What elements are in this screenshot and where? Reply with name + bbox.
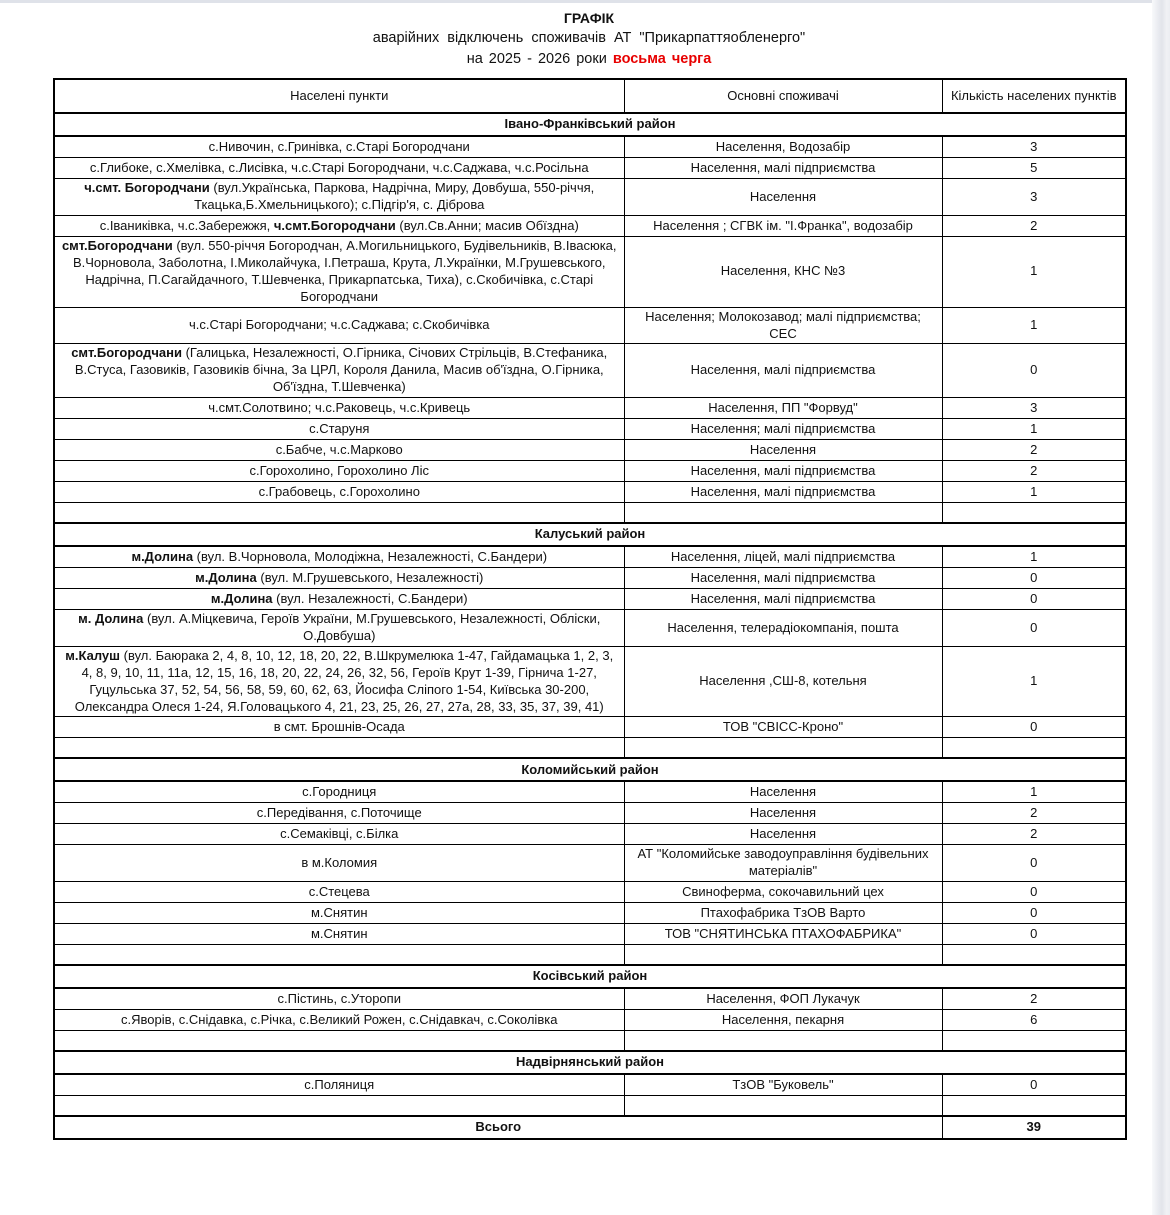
consumers-cell: ТзОВ "Буковель"	[624, 1074, 942, 1096]
table-row	[54, 803, 1126, 824]
settlement-text: (вул. М.Грушевського, Незалежності)	[256, 569, 484, 585]
table-row	[54, 440, 1126, 461]
settlement-name-bold: ч.смт. Богородчани	[84, 180, 210, 196]
empty-cell	[942, 945, 1126, 966]
consumers-cell: Населення	[624, 824, 942, 845]
empty-row	[54, 1031, 1126, 1052]
count-cell: 0	[942, 610, 1126, 647]
section-header-row	[54, 1051, 1126, 1074]
settlement-text: м.Снятин	[310, 925, 368, 941]
count-cell: 6	[942, 1010, 1126, 1031]
count-cell: 1	[942, 646, 1126, 717]
consumers-cell: Населення, КНС №3	[624, 237, 942, 308]
consumers-cell: Населення	[624, 803, 942, 824]
empty-row	[54, 1096, 1126, 1117]
settlement-name-bold: м.Калуш	[65, 647, 121, 663]
consumers-cell: Населення	[624, 440, 942, 461]
section-title: Коломийський район	[54, 758, 1126, 781]
count-cell: 2	[942, 216, 1126, 237]
consumers-cell: Населення, ФОП Лукачук	[624, 988, 942, 1010]
settlement-text: с.Старуня	[309, 420, 370, 436]
section-header-row	[54, 758, 1126, 781]
section-title: Івано-Франківський район	[54, 113, 1126, 136]
total-value: 39	[942, 1116, 1126, 1139]
table-row	[54, 398, 1126, 419]
count-cell: 0	[942, 1074, 1126, 1096]
settlements-cell	[54, 589, 624, 610]
consumers-cell: Населення	[624, 179, 942, 216]
settlement-name-bold: м.Долина	[195, 569, 257, 585]
consumers-cell: Населення	[624, 781, 942, 803]
table-row	[54, 903, 1126, 924]
settlements-cell	[54, 136, 624, 158]
count-cell: 3	[942, 398, 1126, 419]
empty-cell	[624, 945, 942, 966]
settlement-text: в м.Коломия	[301, 854, 378, 870]
table-row	[54, 419, 1126, 440]
settlements-cell	[54, 988, 624, 1010]
consumers-cell: Населення; Молокозавод; малі підприємства; СЕС	[624, 307, 942, 344]
empty-cell	[942, 738, 1126, 759]
table-row	[54, 344, 1126, 398]
empty-cell	[54, 945, 624, 966]
consumers-cell: Населення, малі підприємства	[624, 461, 942, 482]
table-row	[54, 482, 1126, 503]
settlement-text: ч.смт.Солотвино; ч.с.Раковець, ч.с.Кривець	[208, 399, 471, 415]
empty-cell	[624, 1031, 942, 1052]
count-cell: 5	[942, 158, 1126, 179]
settlements-cell	[54, 646, 624, 717]
empty-row	[54, 738, 1126, 759]
section-header-row	[54, 965, 1126, 988]
empty-cell	[54, 1031, 624, 1052]
column-header-0: Населені пункти	[54, 79, 624, 113]
settlements-cell	[54, 546, 624, 568]
settlement-text: (вул. Баюрака 2, 4, 8, 10, 12, 18, 20, 22, В.Шкрумелюка 1-47, Гайдамацька 1, 2, 3, 4, 8, 9, 10, 11, 11а, 12, 15, 16, 18, 20, 22, 24, 26, 32, 56, Героїв Крут 1-39, Гірнича 1-27, Гуцульська 37, 52, 54, 56, 58, 59, 60, 62, 63, Йосифа Сліпого 1-54, Київська 30-200, Олександра Олеся 1-24, Я.Головацького 4, 21, 23, 25, 26, 27, 27а, 28, 33, 35, 37, 39, 41)	[74, 647, 614, 714]
table-row	[54, 924, 1126, 945]
count-cell: 1	[942, 237, 1126, 308]
settlements-cell	[54, 882, 624, 903]
table-row	[54, 546, 1126, 568]
table-row	[54, 845, 1126, 882]
settlement-text: с.Горохолино, Горохолино Ліс	[249, 462, 429, 478]
empty-cell	[54, 503, 624, 524]
settlement-text: с.Семаківці, с.Білка	[280, 826, 399, 842]
table-row	[54, 179, 1126, 216]
table-row	[54, 824, 1126, 845]
consumers-cell: Населення, телерадіокомпанія, пошта	[624, 610, 942, 647]
settlement-text: с.Нивочин, с.Гринівка, с.Старі Богородчани	[208, 138, 470, 154]
consumers-cell: Населення, пекарня	[624, 1010, 942, 1031]
table-header-row	[54, 79, 1126, 113]
empty-row	[54, 945, 1126, 966]
settlement-text: (Галицька, Незалежності, О.Гірника, Січових Стрільців, В.Стефаника, В.Стуса, Газовиків, Газовиків бічна, За ЦРЛ, Короля Данила, Масив об'їздна, О.Гірника, Об'їздна, Т.Шевченка)	[74, 345, 608, 395]
count-cell: 0	[942, 717, 1126, 738]
table-row	[54, 589, 1126, 610]
count-cell: 0	[942, 903, 1126, 924]
settlements-cell	[54, 482, 624, 503]
count-cell: 0	[942, 882, 1126, 903]
total-label: Всього	[54, 1116, 942, 1139]
table-row	[54, 136, 1126, 158]
outage-schedule-table	[53, 78, 1127, 1140]
section-header-row	[54, 523, 1126, 546]
table-row	[54, 237, 1126, 308]
settlement-text: с.Стецева	[308, 883, 370, 899]
total-row	[54, 1116, 1126, 1139]
column-header-2: Кількість населених пунктів	[942, 79, 1126, 113]
queue-highlight: восьма черга	[612, 51, 712, 68]
empty-cell	[54, 738, 624, 759]
empty-cell	[942, 503, 1126, 524]
settlements-cell	[54, 803, 624, 824]
count-cell: 1	[942, 781, 1126, 803]
settlement-text: с.Поляниця	[304, 1076, 375, 1092]
settlements-cell	[54, 307, 624, 344]
settlement-name-bold: м.Долина	[131, 548, 194, 564]
table-row	[54, 461, 1126, 482]
consumers-cell: АТ "Коломийське заводоуправління будівельних матеріалів"	[624, 845, 942, 882]
settlements-cell	[54, 440, 624, 461]
settlements-cell	[54, 610, 624, 647]
settlement-text: (вул. 550-річчя Богородчан, А.Могильницького, Будівельників, В.Івасюка, В.Чорновола, Заболотна, І.Миколайчука, І.Петраша, Крута, Л.Українки, М.Грушевського, Надрічна, П.Сагайдачного, Т.Шевченка, Прикарпатська, Тиха), с.Скобичівка, с.Старі Богородчани	[72, 238, 617, 304]
settlement-text: (вул. Незалежності, С.Бандери)	[272, 590, 468, 606]
settlement-text: (вул. А.Міцкевича, Героїв України, М.Грушевського, Незалежності, Обліски, О.Довбуша)	[143, 611, 601, 644]
consumers-cell: Населення, Водозабір	[624, 136, 942, 158]
settlement-name-bold: смт.Богородчани	[61, 238, 173, 254]
table-row	[54, 307, 1126, 344]
settlements-cell	[54, 1010, 624, 1031]
settlement-name-bold: ч.смт.Богородчани	[273, 217, 396, 233]
settlements-cell	[54, 158, 624, 179]
count-cell: 0	[942, 924, 1126, 945]
settlements-cell	[54, 419, 624, 440]
count-cell: 0	[942, 344, 1126, 398]
empty-cell	[624, 503, 942, 524]
period-text: на 2025 - 2026 роки	[466, 51, 613, 68]
section-title: Косівський район	[54, 965, 1126, 988]
section-title: Калуський район	[54, 523, 1126, 546]
settlements-cell	[54, 824, 624, 845]
settlements-cell	[54, 344, 624, 398]
settlement-text: (вул.Св.Анни; масив Обїздна)	[395, 217, 579, 233]
consumers-cell: Населення, малі підприємства	[624, 344, 942, 398]
settlements-cell	[54, 1074, 624, 1096]
count-cell: 1	[942, 419, 1126, 440]
empty-row	[54, 503, 1126, 524]
settlement-text: с.Передівання, с.Поточище	[256, 805, 422, 821]
table-row	[54, 988, 1126, 1010]
settlements-cell	[54, 781, 624, 803]
settlements-cell	[54, 903, 624, 924]
document-title: ГРАФІК	[563, 10, 615, 26]
count-cell: 1	[942, 546, 1126, 568]
table-row	[54, 158, 1126, 179]
settlements-cell	[54, 398, 624, 419]
settlement-text: м.Снятин	[310, 904, 368, 920]
count-cell: 1	[942, 482, 1126, 503]
count-cell: 2	[942, 988, 1126, 1010]
page-edge-top	[0, 0, 1170, 3]
settlement-name-bold: смт.Богородчани	[71, 345, 182, 361]
consumers-cell: Населення ; СГВК ім. "І.Франка", водозабір	[624, 216, 942, 237]
consumers-cell: Населення, малі підприємства	[624, 568, 942, 589]
settlement-text: с.Пістинь, с.Уторопи	[277, 990, 401, 1006]
settlement-text: (вул. В.Чорновола, Молодіжна, Незалежності, С.Бандери)	[193, 548, 548, 564]
page-edge-right	[1152, 0, 1170, 1215]
document-period-line	[53, 49, 1125, 70]
settlement-text: с.Грабовець, с.Горохолино	[258, 483, 420, 499]
count-cell: 0	[942, 568, 1126, 589]
settlements-cell	[54, 237, 624, 308]
settlement-text: с.Яворів, с.Снідавка, с.Річка, с.Великий Рожен, с.Снідавкач, с.Соколівка	[121, 1011, 558, 1027]
table-row	[54, 882, 1126, 903]
document-sheet	[53, 8, 1125, 1140]
consumers-cell: Свиноферма, сокочавильний цех	[624, 882, 942, 903]
count-cell: 1	[942, 307, 1126, 344]
count-cell: 2	[942, 824, 1126, 845]
count-cell: 2	[942, 803, 1126, 824]
settlement-text: ч.с.Старі Богородчани; ч.с.Саджава; с.Скобичівка	[188, 317, 490, 333]
table-row	[54, 717, 1126, 738]
count-cell: 2	[942, 461, 1126, 482]
consumers-cell: Населення; малі підприємства	[624, 419, 942, 440]
document-subtitle: аварійних відключень споживачів АТ "Прикарпаттяобленерго"	[372, 30, 806, 47]
count-cell: 3	[942, 179, 1126, 216]
settlements-cell	[54, 461, 624, 482]
settlements-cell	[54, 568, 624, 589]
consumers-cell: Населення, малі підприємства	[624, 482, 942, 503]
table-row	[54, 1010, 1126, 1031]
consumers-cell: ТОВ "СНЯТИНСЬКА ПТАХОФАБРИКА"	[624, 924, 942, 945]
consumers-cell: Населення, малі підприємства	[624, 589, 942, 610]
consumers-cell: Населення, малі підприємства	[624, 158, 942, 179]
empty-cell	[942, 1096, 1126, 1117]
empty-cell	[54, 1096, 624, 1117]
settlement-text: (вул.Українська, Паркова, Надрічна, Миру, Довбуша, 550-річчя, Ткацька,Б.Хмельницького); с.Підгір'я, с. Діброва	[194, 180, 595, 213]
empty-cell	[624, 1096, 942, 1117]
column-header-1: Основні споживачі	[624, 79, 942, 113]
count-cell: 0	[942, 845, 1126, 882]
count-cell: 3	[942, 136, 1126, 158]
settlements-cell	[54, 717, 624, 738]
table-row	[54, 216, 1126, 237]
document-titles	[53, 8, 1125, 70]
consumers-cell: Населення, ПП "Форвуд"	[624, 398, 942, 419]
empty-cell	[624, 738, 942, 759]
consumers-cell: Птахофабрика ТзОВ Варто	[624, 903, 942, 924]
count-cell: 0	[942, 589, 1126, 610]
table-row	[54, 568, 1126, 589]
count-cell: 2	[942, 440, 1126, 461]
table-row	[54, 781, 1126, 803]
empty-cell	[942, 1031, 1126, 1052]
section-header-row	[54, 113, 1126, 136]
settlements-cell	[54, 216, 624, 237]
settlement-name-bold: м.Долина	[210, 590, 273, 606]
table-row	[54, 646, 1126, 717]
settlement-text: с.Бабче, ч.с.Марково	[275, 441, 403, 457]
table-row	[54, 1074, 1126, 1096]
table-row	[54, 610, 1126, 647]
settlement-text: с.Глибоке, с.Хмелівка, с.Лисівка, ч.с.Старі Богородчани, ч.с.Саджава, ч.с.Росільна	[89, 159, 589, 175]
section-title: Надвірнянський район	[54, 1051, 1126, 1074]
consumers-cell: ТОВ "СВІСС-Кроно"	[624, 717, 942, 738]
settlement-name-bold: м. Долина	[78, 611, 144, 627]
settlements-cell	[54, 179, 624, 216]
consumers-cell: Населення ,СШ-8, котельня	[624, 646, 942, 717]
settlement-text: в смт. Брошнів-Осада	[273, 719, 405, 735]
settlements-cell	[54, 924, 624, 945]
settlement-text: с.Городниця	[302, 784, 377, 800]
settlements-cell	[54, 845, 624, 882]
settlement-text: с.Іваниківка, ч.с.Забережжя,	[99, 217, 274, 233]
consumers-cell: Населення, ліцей, малі підприємства	[624, 546, 942, 568]
